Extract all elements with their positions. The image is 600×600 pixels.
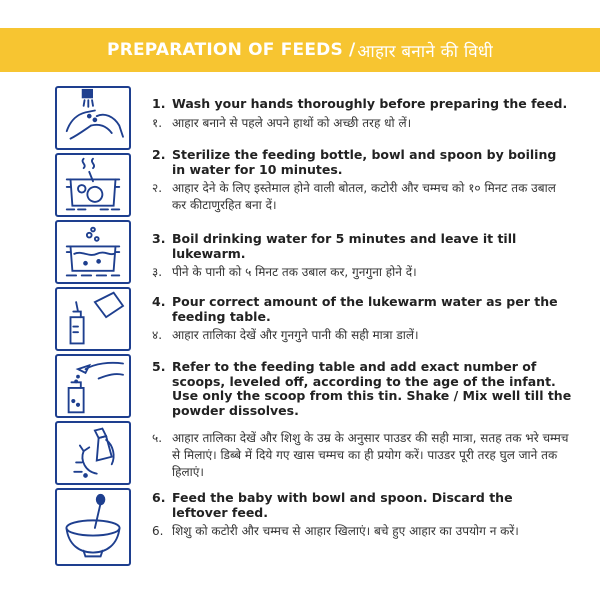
step-5 xyxy=(152,360,572,481)
step-text-english: Wash your hands thoroughly before preparing the feed. xyxy=(172,96,568,111)
title-hindi: आहार बनाने की विधी xyxy=(357,41,493,62)
step-text-hindi: आहार बनाने से पहले अपने हाथों को अच्छी तरह धो लें। xyxy=(172,115,412,130)
step-text-english: Pour correct amount of the lukewarm water as per the feeding table. xyxy=(172,294,558,324)
step-text-hindi: आहार तालिका देखें और गुनगुने पानी की सही मात्रा डालें। xyxy=(172,328,419,342)
step-number: 6. xyxy=(152,490,166,505)
step-text-hindi: शिशु को कटोरी और चम्मच से आहार खिलाएं। बचे हुए आहार का उपयोग न करें। xyxy=(172,524,519,538)
add-scoop-icon xyxy=(55,354,131,418)
step-text-hindi: पीने के पानी को ५ मिनट तक उबाल कर, गुनगुना होने दें। xyxy=(172,265,417,279)
step-text-english: Feed the baby with bowl and spoon. Discard the leftover feed. xyxy=(172,490,513,520)
step-number-hindi: 6. xyxy=(152,524,164,538)
step-number: 1. xyxy=(152,96,166,111)
step-text-english: Sterilize the feeding bottle, bowl and spoon by boiling in water for 10 minutes. xyxy=(172,147,557,177)
step-number-hindi: १. xyxy=(152,115,163,130)
step-1 xyxy=(152,97,572,132)
step-6 xyxy=(152,491,572,540)
step-3 xyxy=(152,232,572,281)
title-english: PREPARATION OF FEEDS / xyxy=(107,40,356,60)
step-number-hindi: ४. xyxy=(152,328,163,342)
step-number: 3. xyxy=(152,231,166,246)
step-number-hindi: ३. xyxy=(152,265,163,279)
step-text-hindi: आहार तालिका देखें और शिशु के उम्र के अनुसार पाउडर की सही मात्रा, सतह तक भरे चम्मच से मिलाएं। डिब्बे में दिये गए खास चम्मच का ही प्रयोग करें। पाउडर पूरी तरह घुल जाने तक हिलाएं। xyxy=(172,431,569,479)
step-number: 5. xyxy=(152,359,166,374)
step-text-english: Boil drinking water for 5 minutes and leave it till lukewarm. xyxy=(172,231,517,261)
step-number-hindi: २. xyxy=(152,181,163,195)
step-text-hindi: आहार देने के लिए इस्तेमाल होने वाली बोतल, कटोरी और चम्मच को १० मिनट तक उबाल कर कीटाणुरहित बना दें। xyxy=(172,181,556,212)
step-number: 2. xyxy=(152,147,166,162)
step-4 xyxy=(152,295,572,344)
step-number: 4. xyxy=(152,294,166,309)
hand-wash-icon xyxy=(55,86,131,150)
step-text-english: Refer to the feeding table and add exact number of scoops, leveled off, according to the age of the infant. Use only the scoop from this tin. Shake / Mix well till the powder dissolves. xyxy=(172,359,572,418)
step-number-hindi: ५. xyxy=(152,431,163,445)
shake-mix-icon xyxy=(55,421,131,485)
bowl-spoon-icon xyxy=(55,488,131,566)
sterilize-pot-icon xyxy=(55,153,131,217)
page-title-banner xyxy=(0,28,600,72)
pour-water-icon xyxy=(55,287,131,351)
boil-water-icon xyxy=(55,220,131,284)
step-2 xyxy=(152,148,572,214)
